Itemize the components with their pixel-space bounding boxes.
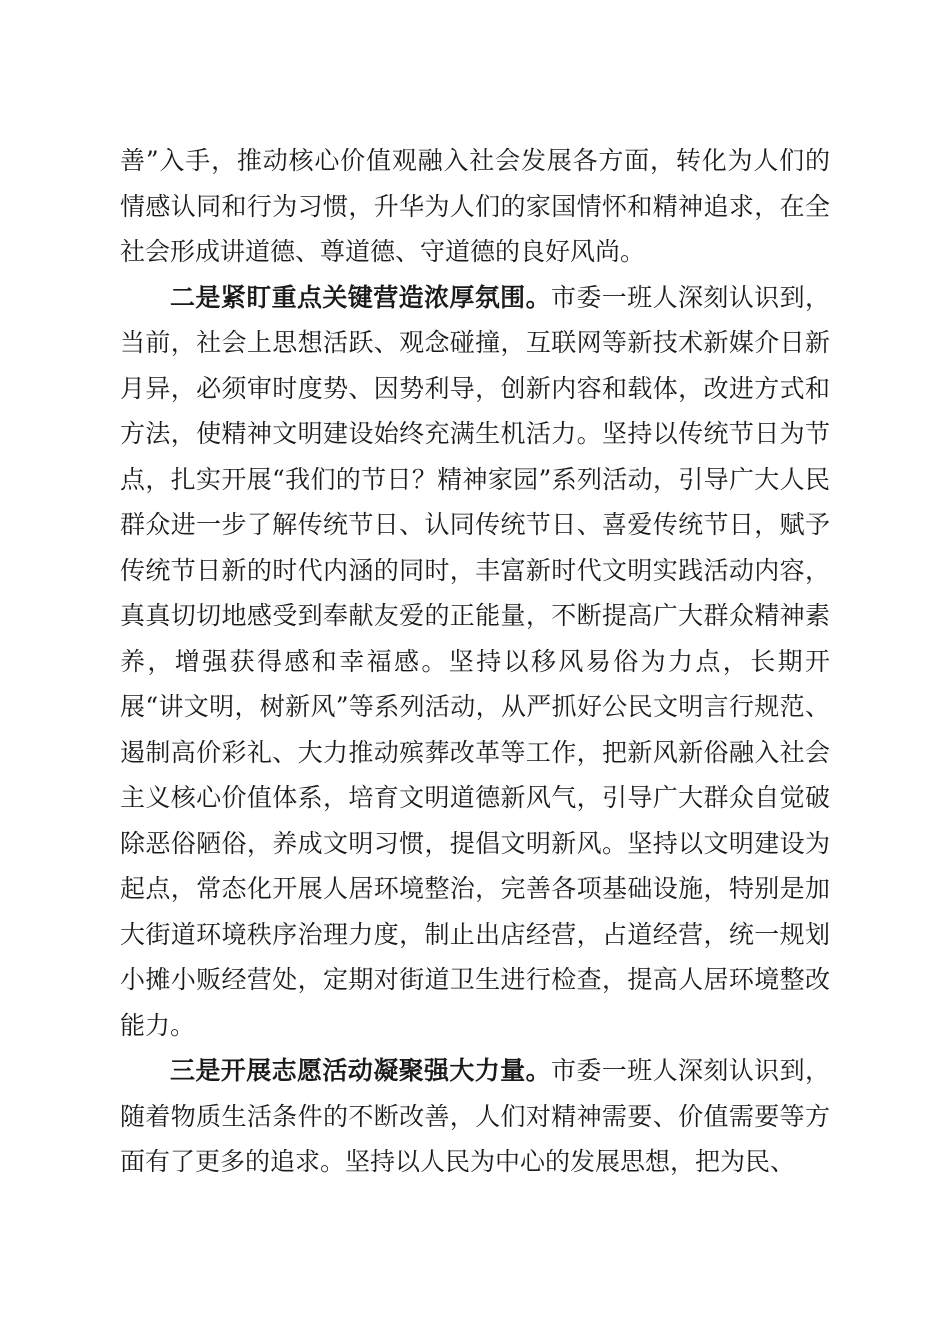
paragraph-continuation: [120, 138, 830, 275]
paragraph-2-heading: 二是紧盯重点关键营造浓厚氛围。: [170, 282, 551, 312]
paragraph-3-text: 市委一班人深刻认识到，随着物质生活条件的不断改善，人们对精神需要、价值需要等方面有了更多的追求。坚持以人民为中心的发展思想，把为民、: [120, 1056, 830, 1176]
paragraph-environment: [120, 275, 830, 1049]
paragraph-volunteer: [120, 1048, 830, 1185]
paragraph-3-heading: 三是开展志愿活动凝聚强大力量。: [170, 1056, 551, 1085]
paragraph-1-text: 善”入手，推动核心价值观融入社会发展各方面，转化为人们的情感认同和行为习惯，升华为人们的家国情怀和精神追求，在全社会形成讲道德、尊道德、守道德的良好风尚。: [120, 146, 830, 266]
document-body: [120, 138, 830, 1185]
paragraph-2-text: 市委一班人深刻认识到，当前，社会上思想活跃、观念碰撞，互联网等新技术新媒介日新月异，必须审时度势、因势利导，创新内容和载体，改进方式和方法，使精神文明建设始终充满生机活力。坚持以传统节日为节点，扎实开展“我们的节日？精神家园”系列活动，引导广大人民群众进一步了解传统节日、认同传统节日、喜爱传统节日，赋予传统节日新的时代内涵的同时，丰富新时代文明实践活动内容，真真切切地感受到奉献友爱的正能量，不断提高广大群众精神素养，增强获得感和幸福感。坚持以移风易俗为力点，长期开展“讲文明，树新风”等系列活动，从严抓好公民文明言行规范、遏制高价彩礼、大力推动殡葬改革等工作，把新风新俗融入社会主义核心价值体系，培育文明道德新风气，引导广大群众自觉破除恶俗陋俗，养成文明习惯，提倡文明新风。坚持以文明建设为起点，常态化开展人居环境整治，完善各项基础设施，特别是加大街道环境秩序治理力度，制止出店经营，占道经营，统一规划小摊小贩经营处，定期对街道卫生进行检查，提高人居环境整改能力。: [120, 282, 830, 1040]
